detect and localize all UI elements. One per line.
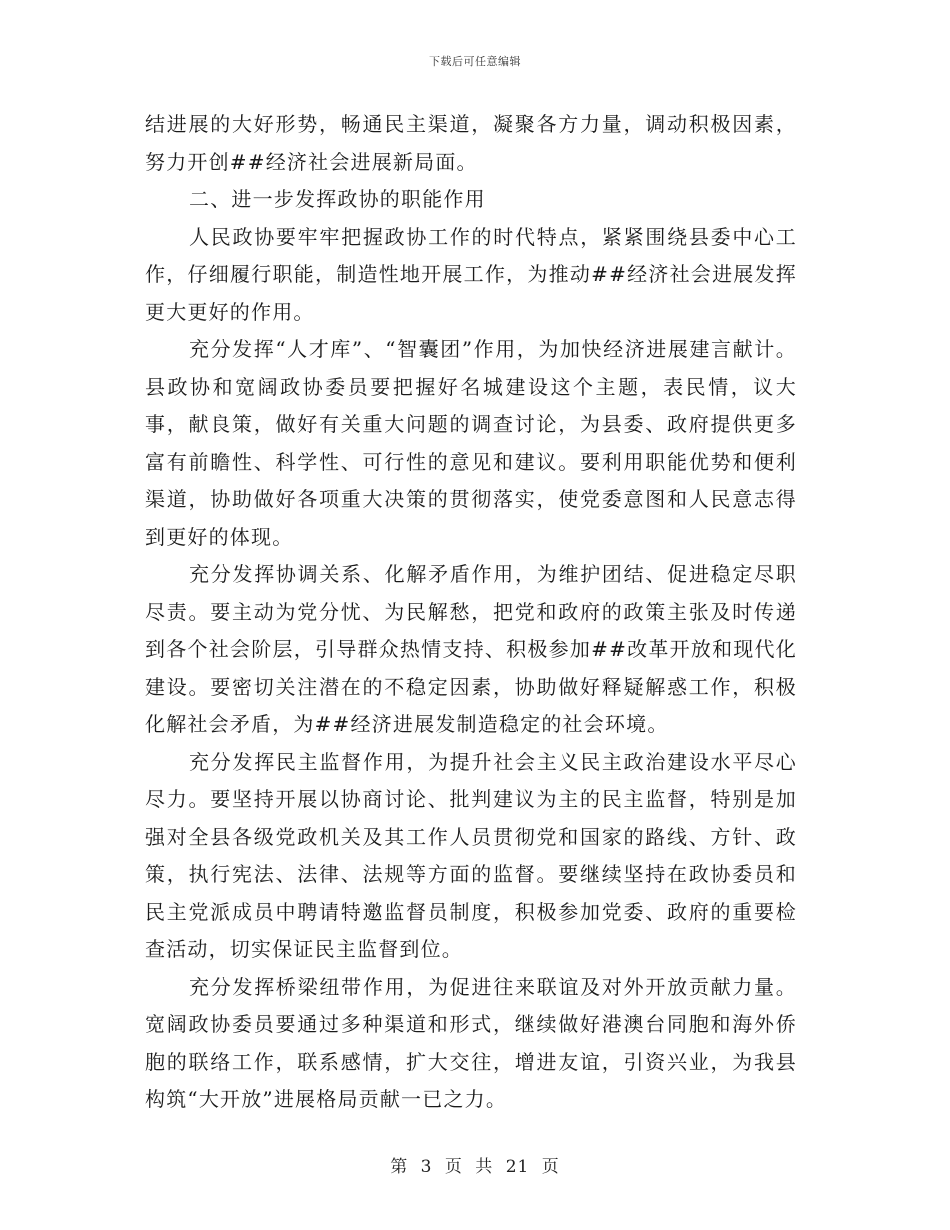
header-note: 下载后可任意编辑 bbox=[429, 55, 521, 68]
page-number: 第 3 页 共 21 页 bbox=[390, 1157, 560, 1177]
paragraph-supervision: 充分发挥民主监督作用，为提升社会主义民主政治建设水平尽心尽力。要坚持开展以协商讨论、批判建议为主的民主监督，特别是加强对全县各级党政机关及其工作人员贯彻党和国家的路线、方针、政策，执行宪法、法律、法规等方面的监督。要继续坚持在政协委员和民主党派成员中聘请特邀监督员制度，积极参加党委、政府的重要检查活动，切实保证民主监督到位。 bbox=[145, 749, 797, 961]
paragraph-coordination: 充分发挥协调关系、化解矛盾作用，为维护团结、促进稳定尽职尽责。要主动为党分忧、为民解愁，把党和政府的政策主张及时传递到各个社会阶层，引导群众热情支持、积极参加##改革开放和现代化建设。要密切关注潜在的不稳定因素，协助做好释疑解惑工作，积极化解社会矛盾，为##经济进展发制造稳定的社会环境。 bbox=[145, 562, 797, 736]
document-body bbox=[145, 106, 797, 1119]
paragraph-talent: 充分发挥“人才库”、“智囊团”作用，为加快经济进展建言献计。县政协和宽阔政协委员要把握好名城建设这个主题，表民情，议大事，献良策，做好有关重大问题的调查讨论，为县委、政府提供更多富有前瞻性、科学性、可行性的意见和建议。要利用职能优势和便利渠道，协助做好各项重大决策的贯彻落实，使党委意图和人民意志得到更好的体现。 bbox=[145, 337, 797, 549]
paragraph-continuation: 结进展的大好形势，畅通民主渠道，凝聚各方力量，调动积极因素，努力开创##经济社会进展新局面。 bbox=[145, 112, 797, 174]
section-heading: 二、进一步发挥政协的职能作用 bbox=[189, 187, 486, 211]
paragraph-intro: 人民政协要牢牢把握政协工作的时代特点，紧紧围绕县委中心工作，仔细履行职能，制造性地开展工作，为推动##经济社会进展发挥更大更好的作用。 bbox=[145, 224, 797, 324]
paragraph-bridge: 充分发挥桥梁纽带作用，为促进往来联谊及对外开放贡献力量。宽阔政协委员要通过多种渠道和形式，继续做好港澳台同胞和海外侨胞的联络工作，联系感情，扩大交往，增进友谊，引资兴业，为我县构筑“大开放”进展格局贡献一已之力。 bbox=[145, 974, 797, 1111]
